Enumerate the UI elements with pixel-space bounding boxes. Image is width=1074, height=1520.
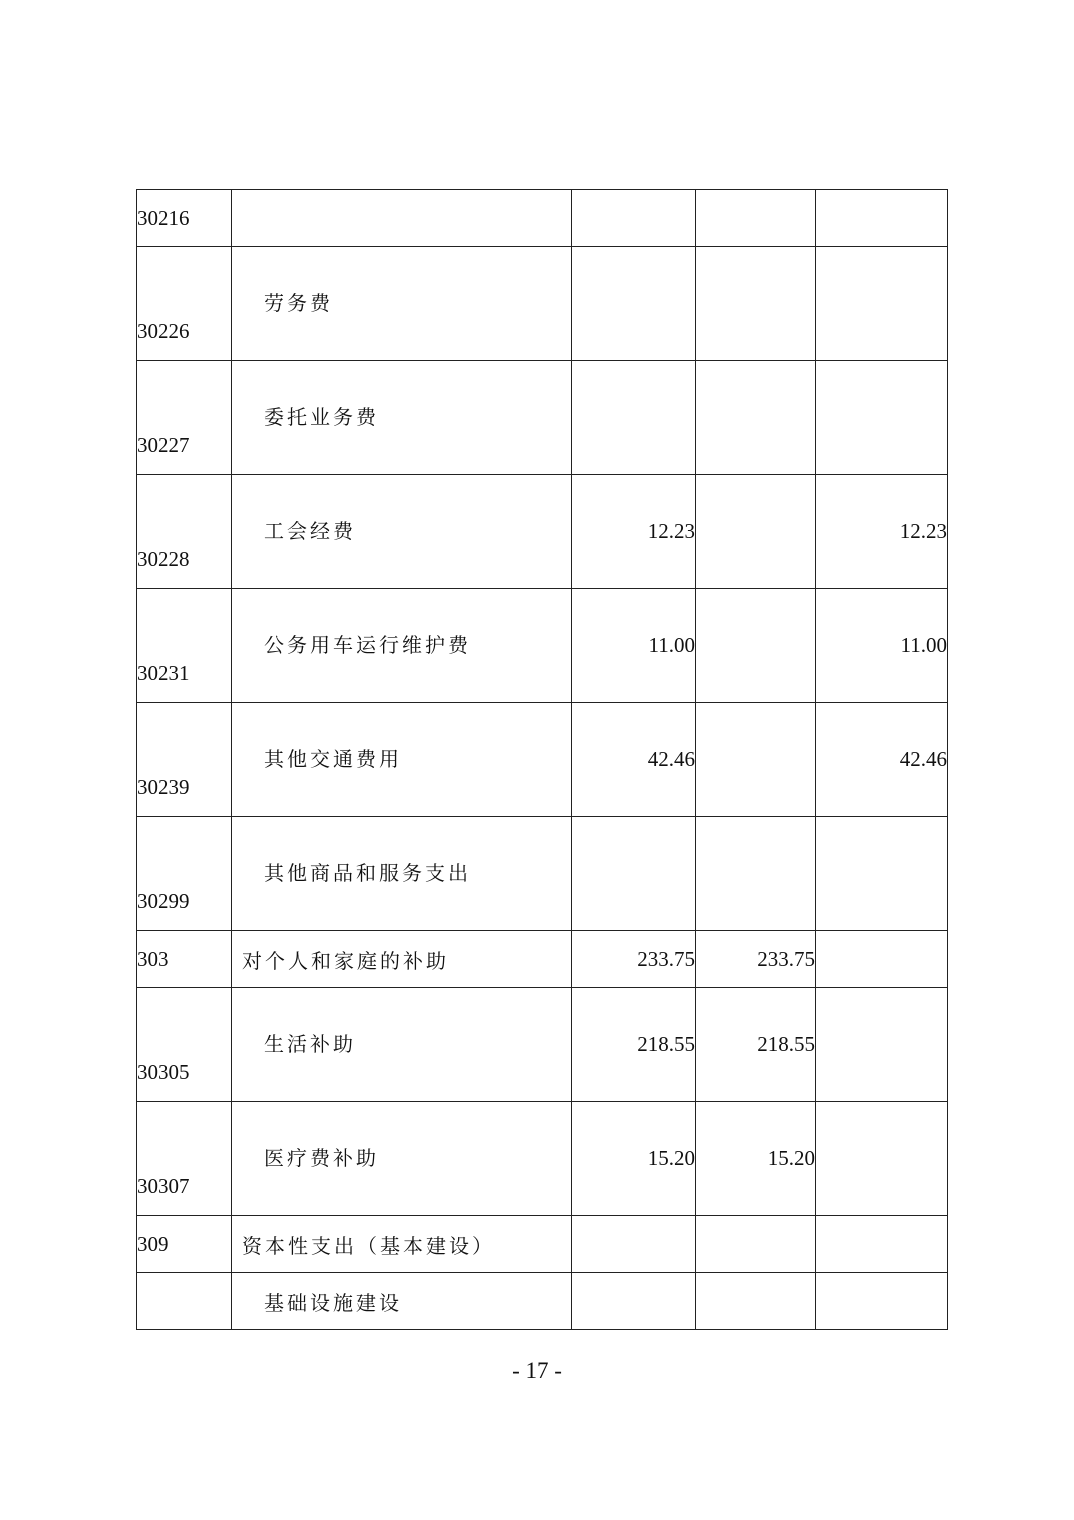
row-total [572,817,696,931]
row-basic: 218.55 [696,988,816,1102]
row-code [137,1273,232,1330]
row-code: 30231 [137,589,232,703]
row-code: 30228 [137,475,232,589]
table-row [137,247,948,361]
row-total [572,1273,696,1330]
row-basic [696,475,816,589]
row-basic [696,247,816,361]
table-row [137,190,948,247]
table-row [137,931,948,988]
row-project [816,817,948,931]
row-name: 委托业务费 [232,361,572,475]
row-code: 309 [137,1216,232,1273]
row-basic [696,1216,816,1273]
row-total [572,1216,696,1273]
table-row [137,703,948,817]
row-total [572,361,696,475]
row-name: 其他商品和服务支出 [232,817,572,931]
row-project [816,988,948,1102]
table-row [137,817,948,931]
row-basic [696,817,816,931]
row-name: 医疗费补助 [232,1102,572,1216]
row-code: 30216 [137,190,232,247]
table-row [137,475,948,589]
row-name: 基础设施建设 [232,1273,572,1330]
row-name: 劳务费 [232,247,572,361]
row-basic: 15.20 [696,1102,816,1216]
row-name: 资本性支出（基本建设） [232,1216,572,1273]
row-basic [696,190,816,247]
row-basic [696,589,816,703]
row-code: 303 [137,931,232,988]
row-total: 218.55 [572,988,696,1102]
row-project [816,1102,948,1216]
row-code: 30299 [137,817,232,931]
row-project [816,247,948,361]
row-total: 15.20 [572,1102,696,1216]
row-name: 其他交通费用 [232,703,572,817]
row-code: 30305 [137,988,232,1102]
row-basic: 233.75 [696,931,816,988]
row-total: 42.46 [572,703,696,817]
table-row [137,361,948,475]
row-project [816,1273,948,1330]
row-project [816,1216,948,1273]
table-row [137,988,948,1102]
row-basic [696,1273,816,1330]
row-name: 工会经费 [232,475,572,589]
row-code: 30227 [137,361,232,475]
row-project: 42.46 [816,703,948,817]
budget-table [136,189,948,1330]
row-name: 对个人和家庭的补助 [232,931,572,988]
row-basic [696,361,816,475]
row-basic [696,703,816,817]
row-name [232,190,572,247]
row-code: 30239 [137,703,232,817]
row-project: 12.23 [816,475,948,589]
row-name: 生活补助 [232,988,572,1102]
row-project [816,190,948,247]
row-total: 12.23 [572,475,696,589]
row-project [816,931,948,988]
page-number: - 17 - [512,1358,562,1383]
row-project: 11.00 [816,589,948,703]
row-name: 公务用车运行维护费 [232,589,572,703]
table-row [137,1216,948,1273]
row-code: 30226 [137,247,232,361]
row-code: 30307 [137,1102,232,1216]
budget-table-body [137,190,948,1330]
row-project [816,361,948,475]
row-total: 233.75 [572,931,696,988]
table-row [137,1102,948,1216]
row-total: 11.00 [572,589,696,703]
row-total [572,190,696,247]
row-total [572,247,696,361]
table-row [137,1273,948,1330]
table-row [137,589,948,703]
